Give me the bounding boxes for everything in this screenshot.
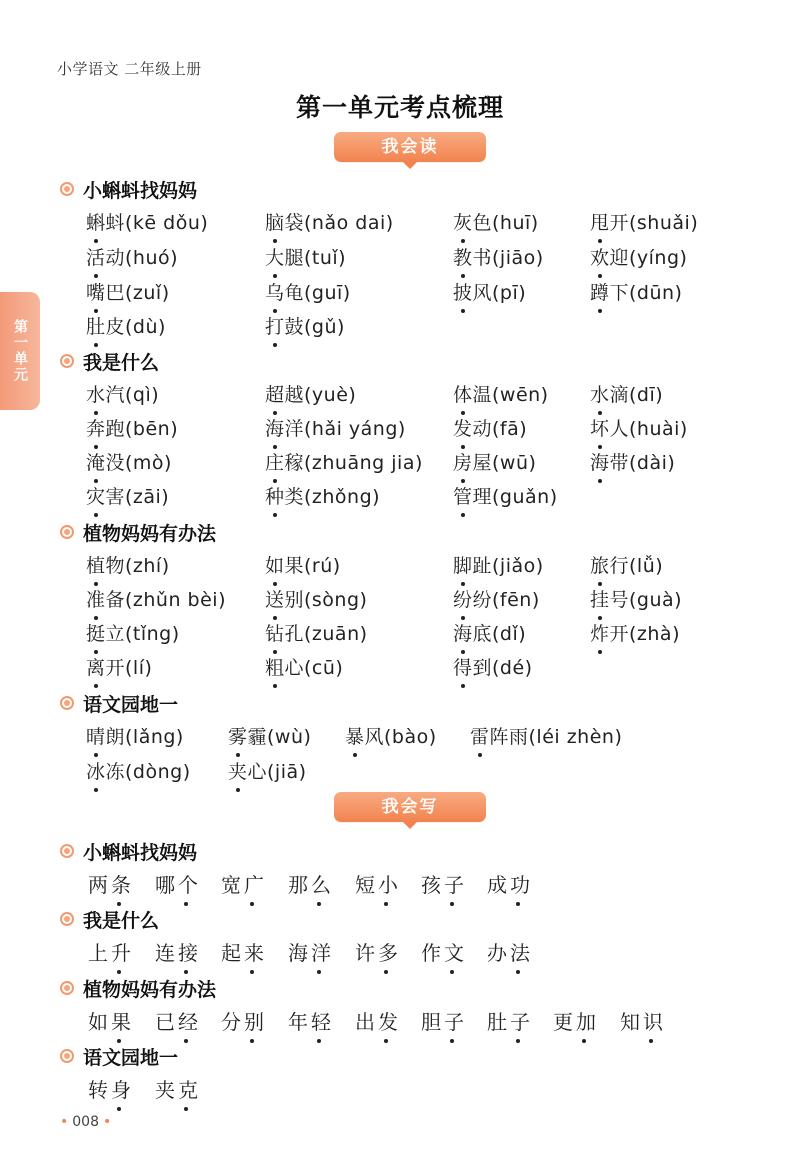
write-word: 知识 — [620, 1010, 666, 1034]
word-item: 灾害(zāi) — [86, 486, 170, 508]
word-row — [0, 724, 800, 754]
word-item: 蝌蚪(kē dǒu) — [86, 212, 209, 234]
write-word: 办法 — [487, 941, 533, 965]
word-row — [0, 484, 800, 514]
write-word: 两条 — [88, 873, 134, 897]
word-row — [0, 210, 800, 240]
write-word: 分别 — [221, 1010, 267, 1034]
section-heading — [60, 690, 178, 716]
section-heading-text: 小蝌蚪找妈妈 — [83, 841, 198, 864]
word-item: 晴朗(lǎng) — [86, 726, 184, 748]
word-item: 雾霾(wù) — [228, 726, 312, 748]
running-header: 小学语文 二年级上册 — [57, 60, 202, 78]
write-banner: 我会写 — [334, 792, 486, 822]
section-heading-text: 小蝌蚪找妈妈 — [83, 179, 198, 202]
word-item: 肚皮(dù) — [86, 316, 166, 338]
write-row — [0, 1009, 800, 1039]
write-word: 海洋 — [288, 941, 334, 965]
word-item: 得到(dé) — [453, 657, 533, 679]
word-item: 大腿(tuǐ) — [265, 247, 347, 269]
word-item: 披风(pī) — [453, 282, 527, 304]
word-item: 嘴巴(zuǐ) — [86, 282, 170, 304]
bullet-icon — [60, 844, 74, 858]
section-heading — [60, 838, 197, 864]
word-item: 欢迎(yíng) — [590, 247, 688, 269]
section-heading-text: 植物妈妈有办法 — [83, 978, 217, 1001]
word-item: 房屋(wū) — [453, 452, 537, 474]
word-item: 冰冻(dòng) — [86, 761, 191, 783]
word-item: 粗心(cū) — [265, 657, 344, 679]
word-item: 水汽(qì) — [86, 384, 160, 406]
word-item: 挂号(guà) — [590, 589, 683, 611]
page-title: 第一单元考点梳理 — [295, 93, 504, 122]
word-item: 钻孔(zuān) — [265, 623, 368, 645]
word-row — [0, 450, 800, 480]
word-item: 甩开(shuǎi) — [590, 212, 699, 234]
section-heading-text: 语文园地一 — [83, 1046, 179, 1069]
word-row — [0, 416, 800, 446]
write-word: 更加 — [553, 1010, 599, 1034]
word-item: 灰色(huī) — [453, 212, 539, 234]
word-row — [0, 553, 800, 583]
section-heading — [60, 906, 159, 932]
write-word: 短小 — [355, 873, 401, 897]
word-item: 超越(yuè) — [265, 384, 357, 406]
word-item: 脚趾(jiǎo) — [453, 555, 544, 577]
write-word: 肚子 — [487, 1010, 533, 1034]
word-item: 炸开(zhà) — [590, 623, 680, 645]
word-item: 乌龟(guī) — [265, 282, 351, 304]
write-word: 年轻 — [288, 1010, 334, 1034]
write-word: 上升 — [88, 941, 134, 965]
word-item: 暴风(bào) — [345, 726, 437, 748]
page-number: • 008 • — [60, 1114, 111, 1130]
write-word: 如果 — [88, 1010, 134, 1034]
word-item: 海带(dài) — [590, 452, 676, 474]
word-item: 离开(lí) — [86, 657, 153, 679]
word-item: 雷阵雨(léi zhèn) — [470, 726, 623, 748]
write-word: 孩子 — [421, 873, 467, 897]
write-word: 夹克 — [155, 1078, 201, 1102]
write-word: 连接 — [155, 941, 201, 965]
word-item: 奔跑(bēn) — [86, 418, 179, 440]
word-item: 体温(wēn) — [453, 384, 549, 406]
write-row — [0, 940, 800, 970]
word-item: 旅行(lǚ) — [590, 555, 664, 577]
write-word: 作文 — [421, 941, 467, 965]
word-row — [0, 280, 800, 310]
word-item: 纷纷(fēn) — [453, 589, 540, 611]
word-item: 活动(huó) — [86, 247, 179, 269]
write-word: 哪个 — [155, 873, 201, 897]
bullet-icon — [60, 1049, 74, 1063]
write-word: 许多 — [355, 941, 401, 965]
section-heading-text: 我是什么 — [83, 351, 160, 374]
word-item: 准备(zhǔn bèi) — [86, 589, 226, 611]
word-item: 植物(zhí) — [86, 555, 170, 577]
write-word: 成功 — [487, 873, 533, 897]
word-item: 蹲下(dūn) — [590, 282, 683, 304]
word-row — [0, 314, 800, 344]
write-row — [0, 872, 800, 902]
word-row — [0, 655, 800, 685]
word-item: 淹没(mò) — [86, 452, 172, 474]
word-item: 打鼓(gǔ) — [265, 316, 345, 338]
word-item: 海底(dǐ) — [453, 623, 527, 645]
bullet-icon — [60, 912, 74, 926]
word-item: 教书(jiāo) — [453, 247, 544, 269]
section-heading — [60, 975, 216, 1001]
word-item: 水滴(dī) — [590, 384, 664, 406]
section-heading — [60, 348, 159, 374]
write-word: 已经 — [155, 1010, 201, 1034]
write-word: 宽广 — [221, 873, 267, 897]
read-banner: 我会读 — [334, 132, 486, 162]
write-row — [0, 1077, 800, 1107]
word-item: 挺立(tǐng) — [86, 623, 180, 645]
word-row — [0, 759, 800, 789]
bullet-icon — [60, 182, 74, 196]
word-row — [0, 245, 800, 275]
word-item: 脑袋(nǎo dai) — [265, 212, 394, 234]
bullet-icon — [60, 696, 74, 710]
section-heading-text: 语文园地一 — [83, 693, 179, 716]
section-heading-text: 我是什么 — [83, 909, 160, 932]
word-item: 海洋(hǎi yáng) — [265, 418, 406, 440]
section-heading-text: 植物妈妈有办法 — [83, 522, 217, 545]
word-item: 发动(fā) — [453, 418, 528, 440]
write-word: 出发 — [355, 1010, 401, 1034]
word-item: 坏人(huài) — [590, 418, 688, 440]
word-item: 庄稼(zhuāng jia) — [265, 452, 423, 474]
word-item: 如果(rú) — [265, 555, 341, 577]
write-word: 起来 — [221, 941, 267, 965]
word-item: 种类(zhǒng) — [265, 486, 381, 508]
word-item: 送别(sòng) — [265, 589, 368, 611]
word-item: 管理(guǎn) — [453, 486, 558, 508]
section-heading — [60, 1043, 178, 1069]
word-row — [0, 382, 800, 412]
bullet-icon — [60, 981, 74, 995]
section-heading — [60, 519, 216, 545]
write-word: 那么 — [288, 873, 334, 897]
word-row — [0, 587, 800, 617]
write-word: 胆子 — [421, 1010, 467, 1034]
bullet-icon — [60, 354, 74, 368]
section-heading — [60, 176, 197, 202]
bullet-icon — [60, 525, 74, 539]
word-row — [0, 621, 800, 651]
side-tab-label: 第一单元 — [12, 319, 28, 383]
write-word: 转身 — [88, 1078, 134, 1102]
word-item: 夹心(jiā) — [228, 761, 307, 783]
